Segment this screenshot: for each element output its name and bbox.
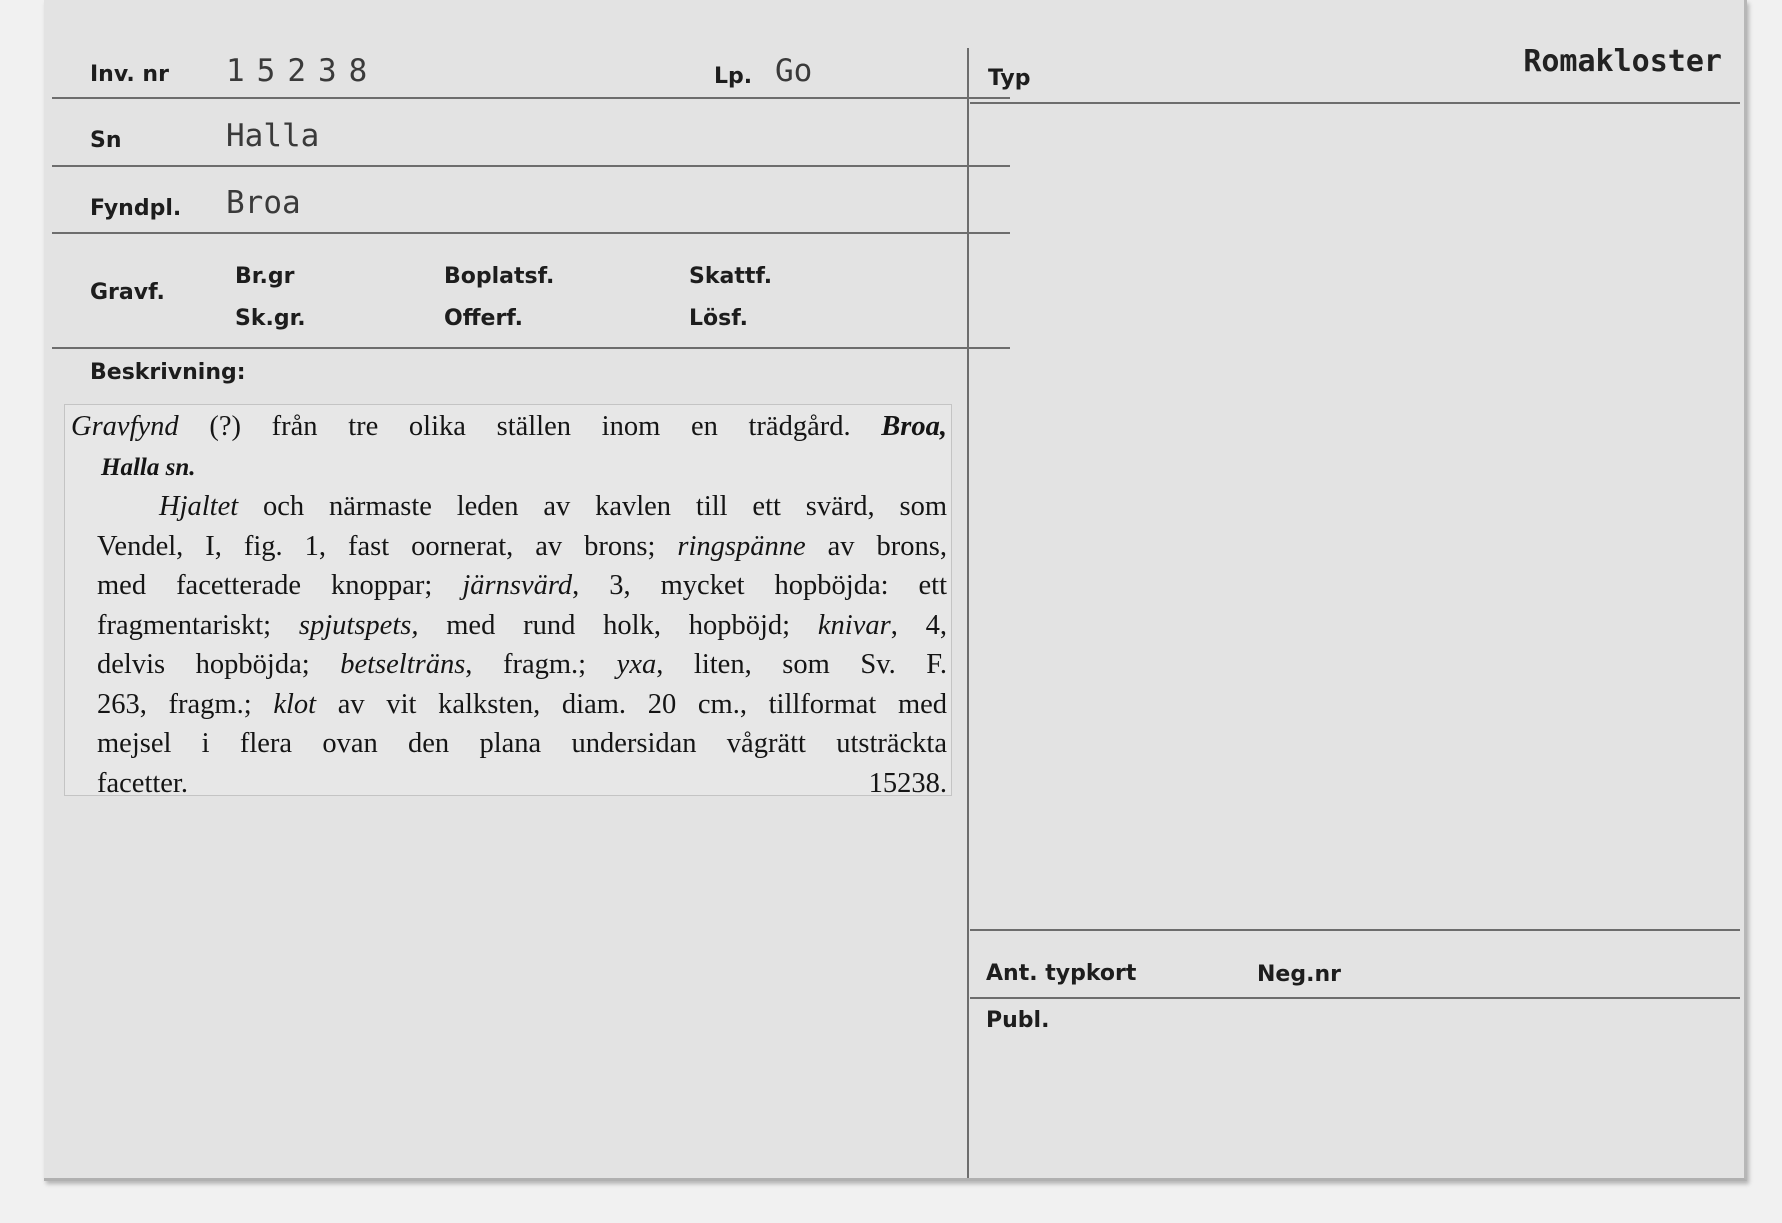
description-pasted-slip bbox=[64, 404, 952, 799]
description-line: Gravfynd (?) från tre olika ställen inom en trädgård. Broa, bbox=[71, 411, 948, 442]
divider-publ bbox=[970, 997, 1740, 999]
losf-label: Lösf. bbox=[689, 306, 748, 331]
description-line: mejsel i flera ovan den plana undersidan vågrätt utsträckta bbox=[97, 728, 947, 759]
divider-inv bbox=[52, 97, 1010, 99]
catalog-card bbox=[44, 0, 1747, 1181]
skgr-label: Sk.gr. bbox=[235, 306, 306, 331]
typ-value: Romakloster bbox=[1523, 44, 1722, 79]
description-line: Hjaltet och närmaste leden av kavlen till ett svärd, som bbox=[159, 491, 947, 522]
brgr-label: Br.gr bbox=[235, 264, 295, 289]
description-line: delvis hopböjda; betselträns, fragm.; yxa, liten, som Sv. F. bbox=[97, 649, 948, 680]
description-line: fragmentariskt; spjutspets, med rund holk, hopböjd; knivar, 4, bbox=[97, 609, 947, 641]
inv-nr-value: 15238 bbox=[226, 53, 380, 89]
description-line: med facetterade knoppar; järnsvärd, 3, mycket hopböjda: ett bbox=[97, 570, 947, 601]
inv-nr-label: Inv. nr bbox=[90, 62, 169, 87]
boplatsf-label: Boplatsf. bbox=[444, 264, 555, 289]
description-line: 263, fragm.; klot av vit kalksten, diam. 20 cm., tillformat med bbox=[97, 688, 948, 720]
gravf-label: Gravf. bbox=[90, 280, 165, 305]
ant-typkort-label: Ant. typkort bbox=[986, 961, 1137, 986]
typ-label: Typ bbox=[988, 66, 1031, 91]
divider-sn bbox=[52, 165, 1010, 167]
lp-label: Lp. bbox=[714, 64, 753, 89]
fyndpl-label: Fyndpl. bbox=[90, 196, 182, 221]
description-line: Halla sn. bbox=[101, 453, 196, 481]
fyndpl-value: Broa bbox=[226, 185, 301, 221]
column-divider bbox=[967, 48, 969, 1178]
skattf-label: Skattf. bbox=[689, 264, 773, 289]
beskrivning-label: Beskrivning: bbox=[90, 360, 246, 385]
sn-label: Sn bbox=[90, 128, 122, 153]
publ-label: Publ. bbox=[986, 1008, 1050, 1033]
divider-typ bbox=[970, 102, 1740, 104]
divider-fyndpl bbox=[52, 232, 1010, 234]
offerf-label: Offerf. bbox=[444, 306, 524, 331]
sn-value: Halla bbox=[226, 118, 320, 154]
description-line: Vendel, I, fig. 1, fast oornerat, av brons; ringspänne av brons, bbox=[97, 530, 948, 562]
divider-ant-typkort bbox=[970, 929, 1740, 931]
description-line: facetter. 15238. bbox=[97, 767, 947, 799]
negnr-label: Neg.nr bbox=[1257, 962, 1341, 987]
divider-gravf bbox=[52, 347, 1010, 349]
lp-value: Go bbox=[775, 53, 813, 89]
